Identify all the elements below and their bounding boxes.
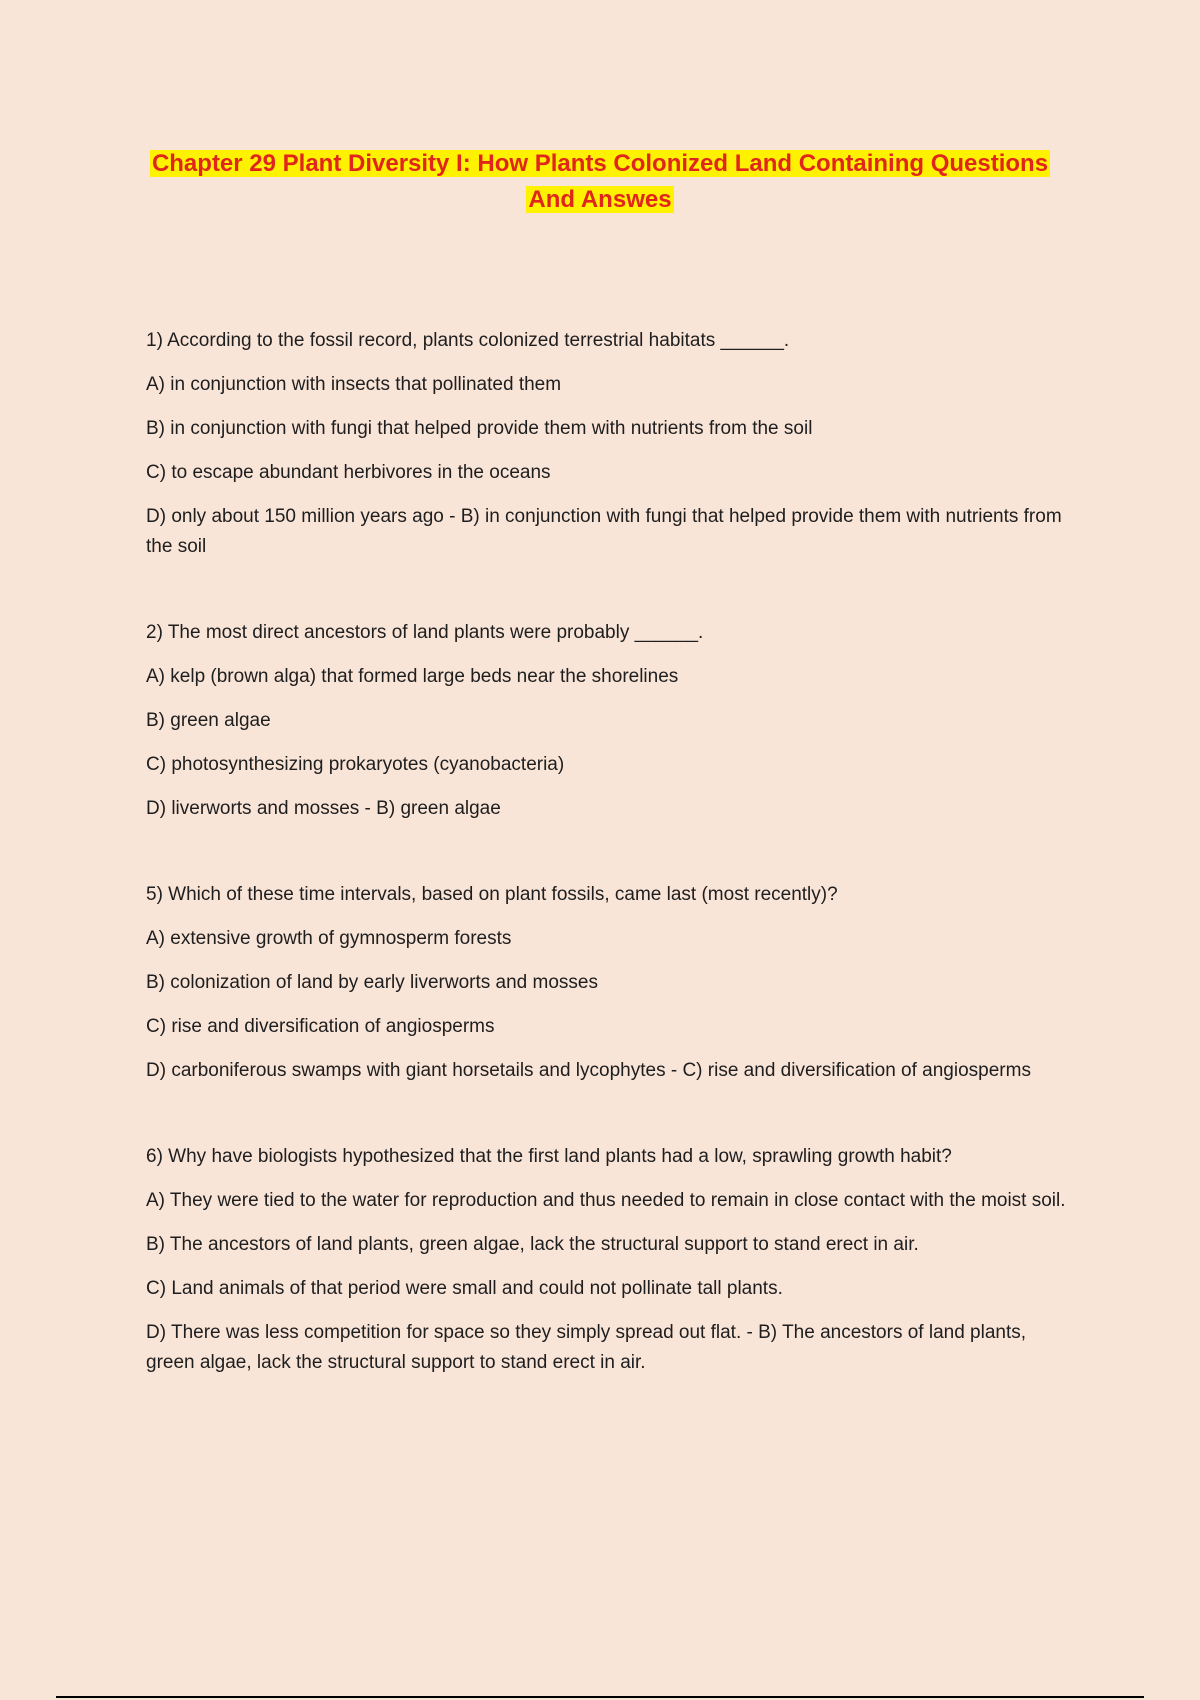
option-c: C) rise and diversification of angiosperms (146, 1016, 495, 1037)
option-c: C) Land animals of that period were small and could not pollinate tall plants. (146, 1278, 783, 1299)
question-stem: 1) According to the fossil record, plants colonized terrestrial habitats ______. (146, 330, 790, 351)
option-d-answer: D) carboniferous swamps with giant horsetails and lycophytes - C) rise and diversification of angiosperms (146, 1060, 1031, 1081)
option-b: B) colonization of land by early liverworts and mosses (146, 972, 598, 993)
option-b: B) in conjunction with fungi that helped provide them with nutrients from the soil (146, 418, 813, 439)
question-5 (146, 880, 1066, 1086)
option-d-answer: D) liverworts and mosses - B) green algae (146, 798, 501, 819)
title-line-1: Chapter 29 Plant Diversity I: How Plants Colonized Land Containing Questions (151, 150, 1049, 177)
question-stem: 6) Why have biologists hypothesized that the first land plants had a low, sprawling growth habit? (146, 1146, 952, 1167)
title-line-2: And Answes (528, 186, 672, 213)
footer-divider (56, 1696, 1144, 1698)
option-c: C) to escape abundant herbivores in the oceans (146, 462, 551, 483)
option-d-answer: D) There was less competition for space so they simply spread out flat. - B) The ancestors of land plants, green algae, lack the structural support to stand erect in air. (146, 1322, 1027, 1373)
option-a: A) in conjunction with insects that pollinated them (146, 374, 562, 395)
option-b: B) The ancestors of land plants, green algae, lack the structural support to stand erect in air. (146, 1234, 919, 1255)
question-stem: 5) Which of these time intervals, based on plant fossils, came last (most recently)? (146, 884, 838, 905)
document-title (140, 146, 1060, 218)
option-a: A) kelp (brown alga) that formed large beds near the shorelines (146, 666, 679, 687)
option-a: A) extensive growth of gymnosperm forests (146, 928, 512, 949)
question-1 (146, 326, 1066, 562)
option-a: A) They were tied to the water for reproduction and thus needed to remain in close contact with the moist soil. (146, 1190, 1066, 1211)
option-c: C) photosynthesizing prokaryotes (cyanobacteria) (146, 754, 565, 775)
option-b: B) green algae (146, 710, 271, 731)
question-2 (146, 618, 1066, 824)
question-6 (146, 1142, 1066, 1378)
question-list (146, 326, 1066, 1392)
question-stem: 2) The most direct ancestors of land plants were probably ______. (146, 622, 704, 643)
option-d-answer: D) only about 150 million years ago - B) in conjunction with fungi that helped provide them with nutrients from the soil (146, 506, 1062, 557)
